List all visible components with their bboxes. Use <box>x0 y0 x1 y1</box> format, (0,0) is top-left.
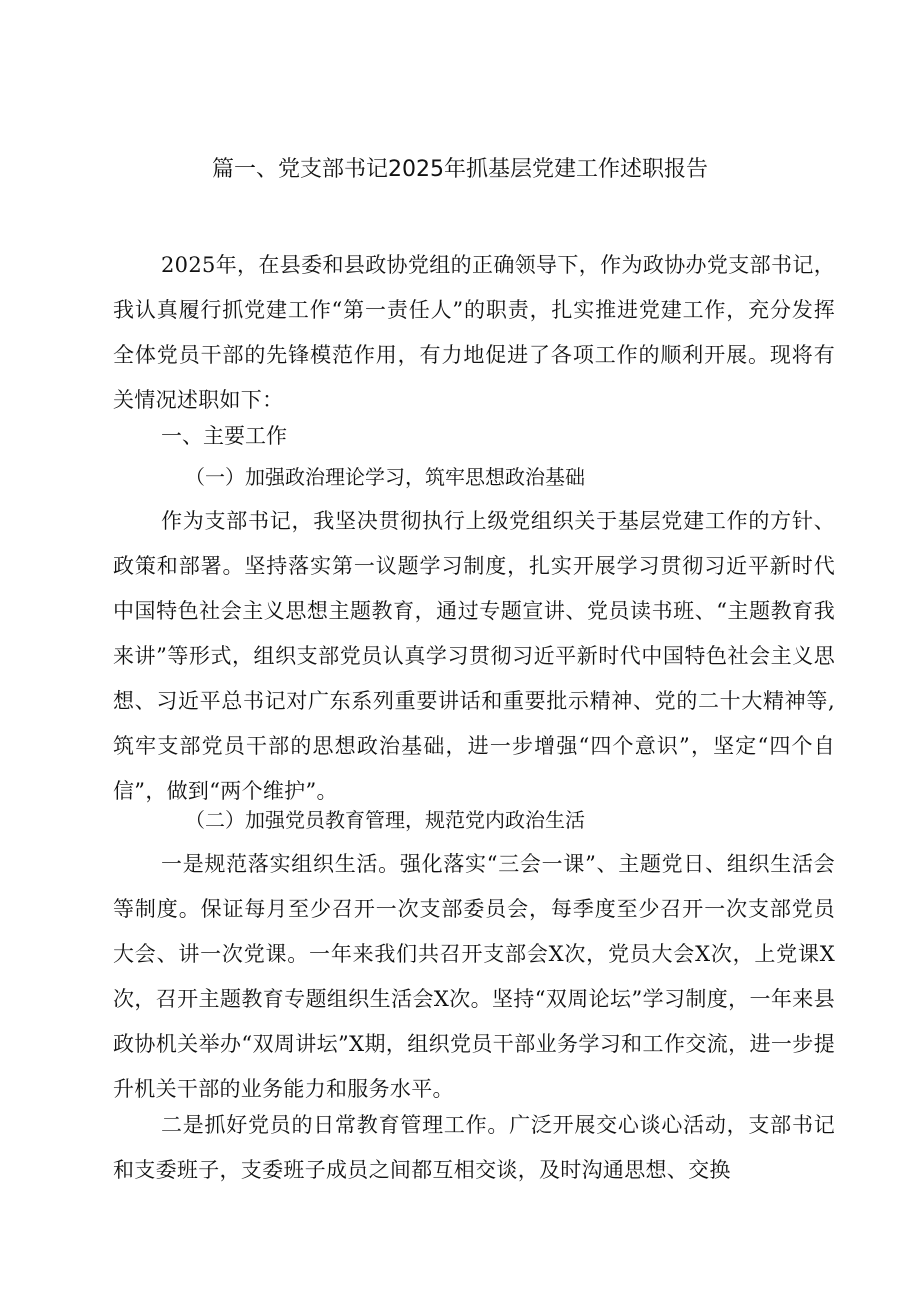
subsection-heading-2: （二）加强党员教育管理，规范党内政治生活 <box>185 808 585 832</box>
section-heading-main-work: 一、主要工作 <box>161 424 287 448</box>
subsection-2-paragraph-2: 二是抓好党员的日常教育管理工作。广泛开展交心谈心活动，支部书记和支委班子，支委班子成员之间都互相交谈，及时沟通思想、交换 <box>113 1113 835 1182</box>
subsection-2-block-1 <box>113 842 835 1112</box>
intro-block <box>113 243 835 423</box>
document-title: 篇一、党支部书记2025年抓基层党建工作述职报告 <box>212 157 708 182</box>
subsection-1-block <box>113 499 835 814</box>
subsection-2-paragraph-1: 一是规范落实组织生活。强化落实“三会一课”、主题党日、组织生活会等制度。保证每月至少召开一次支部委员会，每季度至少召开一次支部党员大会、讲一次党课。一年来我们共召开支部会X次，党员大会X次，上党课X次，召开主题教育专题组织生活会X次。坚持“双周论坛”学习制度，一年来县政协机关举办“双周讲坛”X期，组织党员干部业务学习和工作交流，进一步提升机关干部的业务能力和服务水平。 <box>113 852 835 1101</box>
subsection-heading-1: （一）加强政治理论学习，筑牢思想政治基础 <box>185 465 585 489</box>
subsection-1-paragraph: 作为支部书记，我坚决贯彻执行上级党组织关于基层党建工作的方针、政策和部署。坚持落实第一议题学习制度，扎实开展学习贯彻习近平新时代中国特色社会主义思想主题教育，通过专题宣讲、党员读书班、“主题教育我来讲”等形式，组织支部党员认真学习贯彻习近平新时代中国特色社会主义思想、习近平总书记对广东系列重要讲话和重要批示精神、党的二十大精神等,筑牢支部党员干部的思想政治基础，进一步增强“四个意识”，坚定“四个自信”，做到“两个维护”。 <box>113 509 835 803</box>
subsection-2-block-2 <box>113 1103 835 1193</box>
intro-paragraph: 2025年，在县委和县政协党组的正确领导下，作为政协办党支部书记，我认真履行抓党建工作“第一责任人”的职责，扎实推进党建工作，充分发挥全体党员干部的先锋模范作用，有力地促进了各项工作的顺利开展。现将有关情况述职如下： <box>113 253 835 412</box>
